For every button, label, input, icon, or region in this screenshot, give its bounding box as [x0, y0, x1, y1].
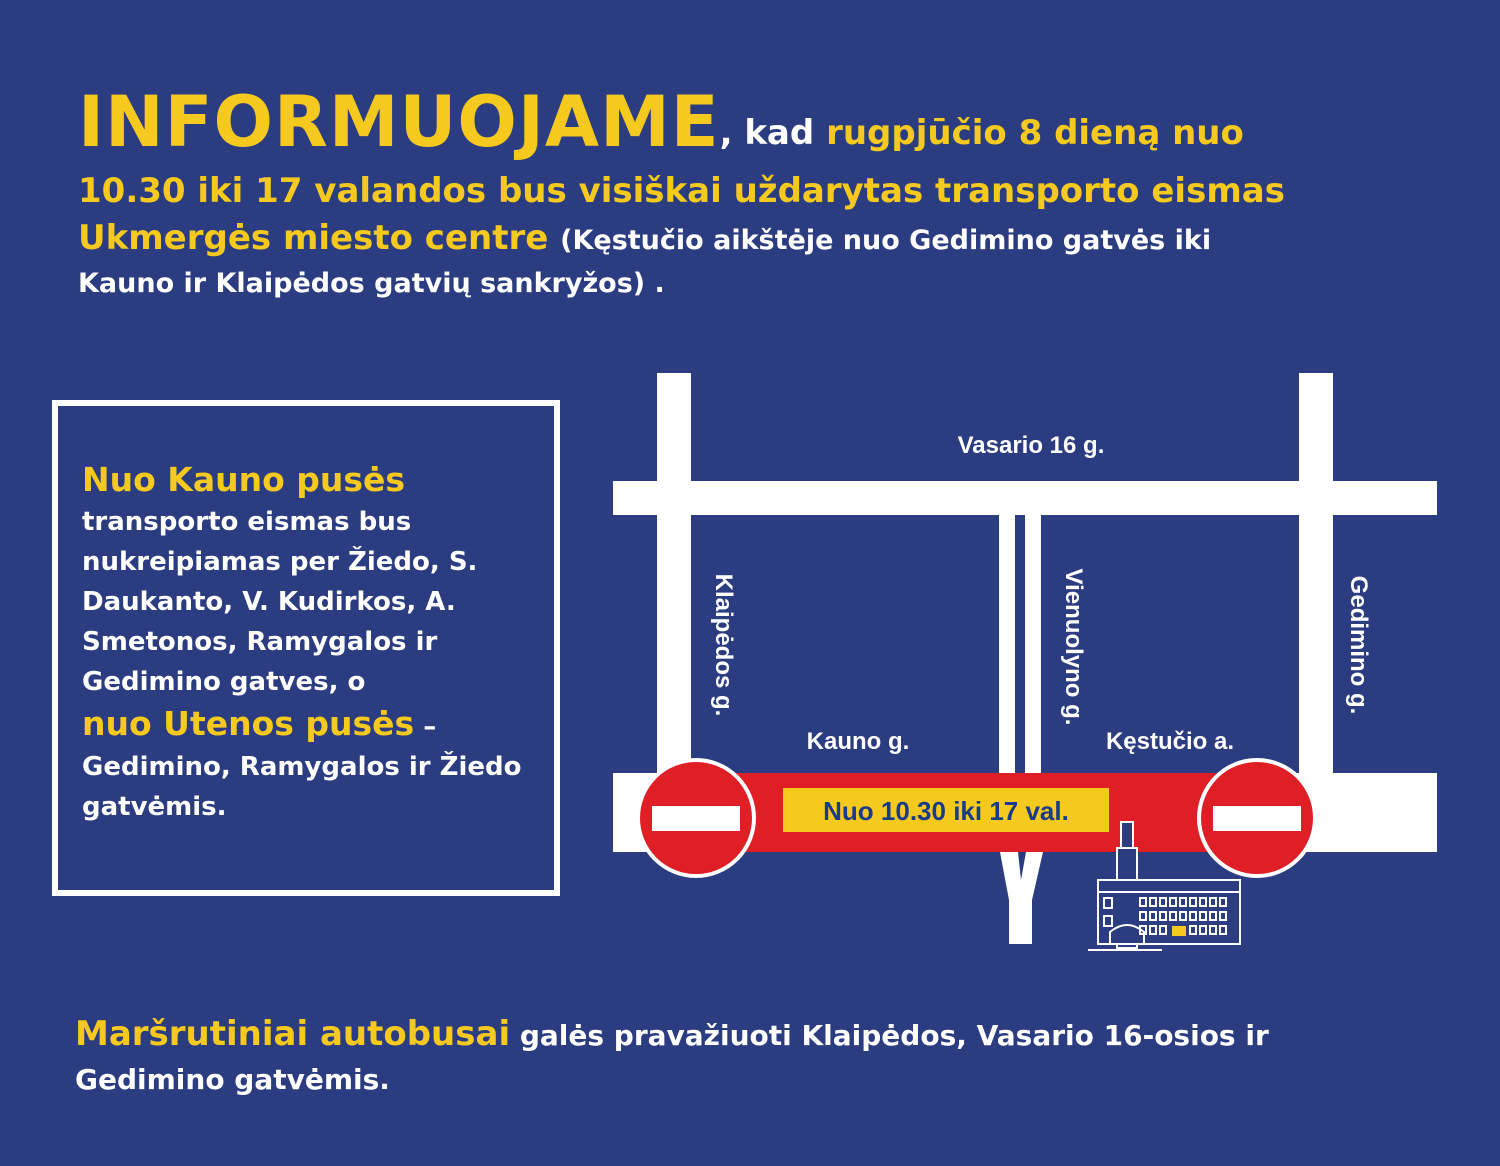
- street-label-vasario: Vasario 16 g.: [957, 432, 1105, 459]
- utena-dash: –: [414, 712, 437, 742]
- street-label-kestucio: Kęstučio a.: [1105, 728, 1235, 755]
- road-vienuolyno-left: [999, 513, 1015, 773]
- footer-note: [75, 1012, 1455, 1102]
- footer-text-1: galės pravažiuoti Klaipėdos, Vasario 16-osios ir: [510, 1019, 1269, 1052]
- header-date: rugpjūčio 8 dieną nuo: [826, 113, 1244, 153]
- kaunas-heading: Nuo Kauno pusės: [82, 460, 406, 499]
- headline-informuojame: INFORMUOJAME: [78, 81, 720, 163]
- road-vienuolyno-right: [1025, 513, 1041, 773]
- utena-text: Gedimino, Ramygalos ir Žiedo gatvėmis.: [82, 752, 522, 822]
- footer-highlight: Maršrutiniai autobusai: [75, 1014, 511, 1054]
- street-label-klaipedos: Klaipėdos g.: [710, 573, 737, 717]
- street-label-gedimino: Gedimino g.: [1345, 575, 1372, 715]
- header-paren-1: (Kęstučio aikštėje nuo Gedimino gatvės iki: [560, 225, 1212, 256]
- closure-label: Nuo 10.30 iki 17 val.: [823, 796, 1069, 826]
- street-label-vienuolyno: Vienuolyno g.: [1060, 568, 1087, 726]
- kaunas-text: transporto eismas bus nukreipiamas per Žiedo, S. Daukanto, V. Kudirkos, A. Smetonos, Ramygalos ir Gedimino gatves, o: [82, 507, 478, 697]
- road-vasario: [613, 481, 1437, 515]
- header-time: 10.30 iki 17 valandos bus visiškai uždarytas transporto eismas: [78, 171, 1285, 211]
- street-label-kauno: Kauno g.: [806, 728, 910, 755]
- header-place: Ukmergės miesto centre: [78, 218, 549, 258]
- header-paren-2: Kauno ir Klaipėdos gatvių sankryžos) .: [78, 268, 665, 299]
- road-klaipedos: [657, 373, 691, 783]
- footer-text-2: Gedimino gatvėmis.: [75, 1063, 390, 1096]
- road-gedimino: [1299, 373, 1333, 783]
- road-south-fork: [1000, 852, 1043, 944]
- header-kad: , kad: [719, 113, 815, 153]
- no-entry-sign-icon: [638, 760, 754, 876]
- utena-heading: nuo Utenos pusės: [82, 704, 415, 743]
- no-entry-sign-icon: [1199, 760, 1315, 876]
